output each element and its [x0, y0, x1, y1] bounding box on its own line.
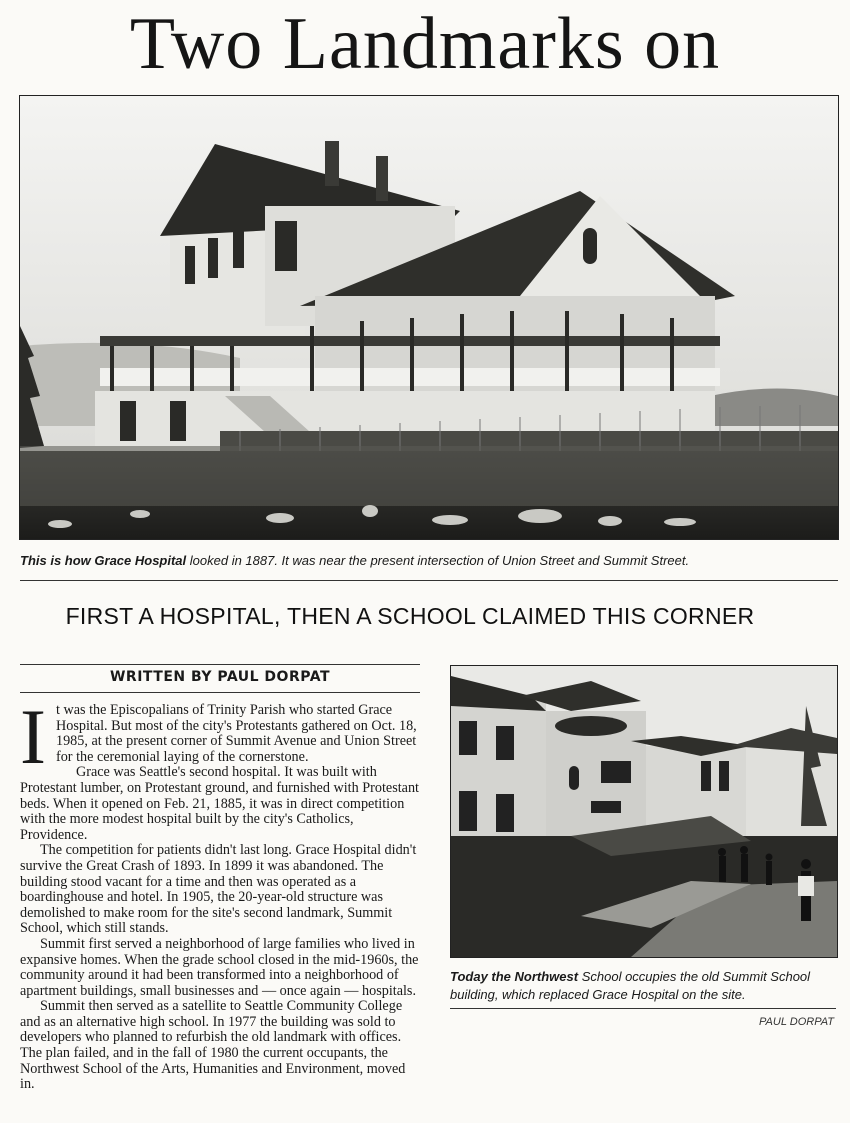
page-title: Two Landmarks on	[129, 3, 721, 85]
byline-rule-bottom	[20, 692, 420, 693]
byline-rule-top	[20, 664, 420, 665]
caption-lead: This is how Grace Hospital	[20, 553, 187, 568]
grace-hospital-photo	[19, 95, 839, 540]
article-paragraph: The competition for patients didn't last long. Grace Hospital didn't survive the Great Crash of 1893. In 1899 it was abandoned. The building stood vacant for a time and then was operated as a boardinghouse and hotel. In 1905, the 20-year-old structure was demolished to make room for the site's second landmark, Summit School, which still stands.	[20, 842, 417, 937]
northwest-school-caption	[450, 968, 840, 1004]
article-paragraph: Summit first served a neighborhood of large families who lived in expansive homes. When the grade school closed in the mid-1960s, the community around it had been transformed into a neighborhood of apartment buildings, small businesses and — once again — hospitals.	[20, 935, 419, 999]
article-paragraph: Grace was Seattle's second hospital. It was built with Protestant lumber, on Protestant ground, and furnished with Protestant beds. When it opened on Feb. 21, 1885, it was in direct competition with the more modest hospital built by the city's Catholics, Providence.	[20, 764, 419, 843]
grace-hospital-caption	[20, 552, 838, 570]
caption-text: School occupies the old Summit School building, which replaced Grace Hospital on the site.	[450, 969, 811, 1002]
article-paragraph: Summit then served as a satellite to Seattle Community College and as an alternative high school. In 1977 the building was sold to developers who planned to refurbish the old landmark with offices. The plan failed, and in the fall of 1980 the current occupants, the Northwest School of the Arts, Humanities and Environment, moved in.	[20, 998, 406, 1093]
caption-lead: Today the Northwest	[450, 969, 579, 984]
byline: WRITTEN BY PAUL DORPAT	[109, 669, 331, 685]
northwest-school-photo	[450, 665, 838, 958]
drop-cap: I	[20, 693, 46, 780]
divider	[20, 580, 838, 581]
caption-rule	[450, 1008, 836, 1009]
article-paragraph: It was the Episcopalians of Trinity Parish who started Grace Hospital. But most of the city's Protestants gathered on Oct. 18, 1985, at the present corner of Summit Avenue and Union Street for the ceremonial laying of the cornerstone.	[20, 693, 417, 780]
article-headline: FIRST A HOSPITAL, THEN A SCHOOL CLAIMED THIS CORNER	[65, 603, 755, 629]
article-body	[20, 693, 420, 1093]
photo-credit: PAUL DORPAT	[759, 1016, 834, 1028]
caption-text: looked in 1887. It was near the present intersection of Union Street and Summit Street.	[186, 553, 690, 568]
